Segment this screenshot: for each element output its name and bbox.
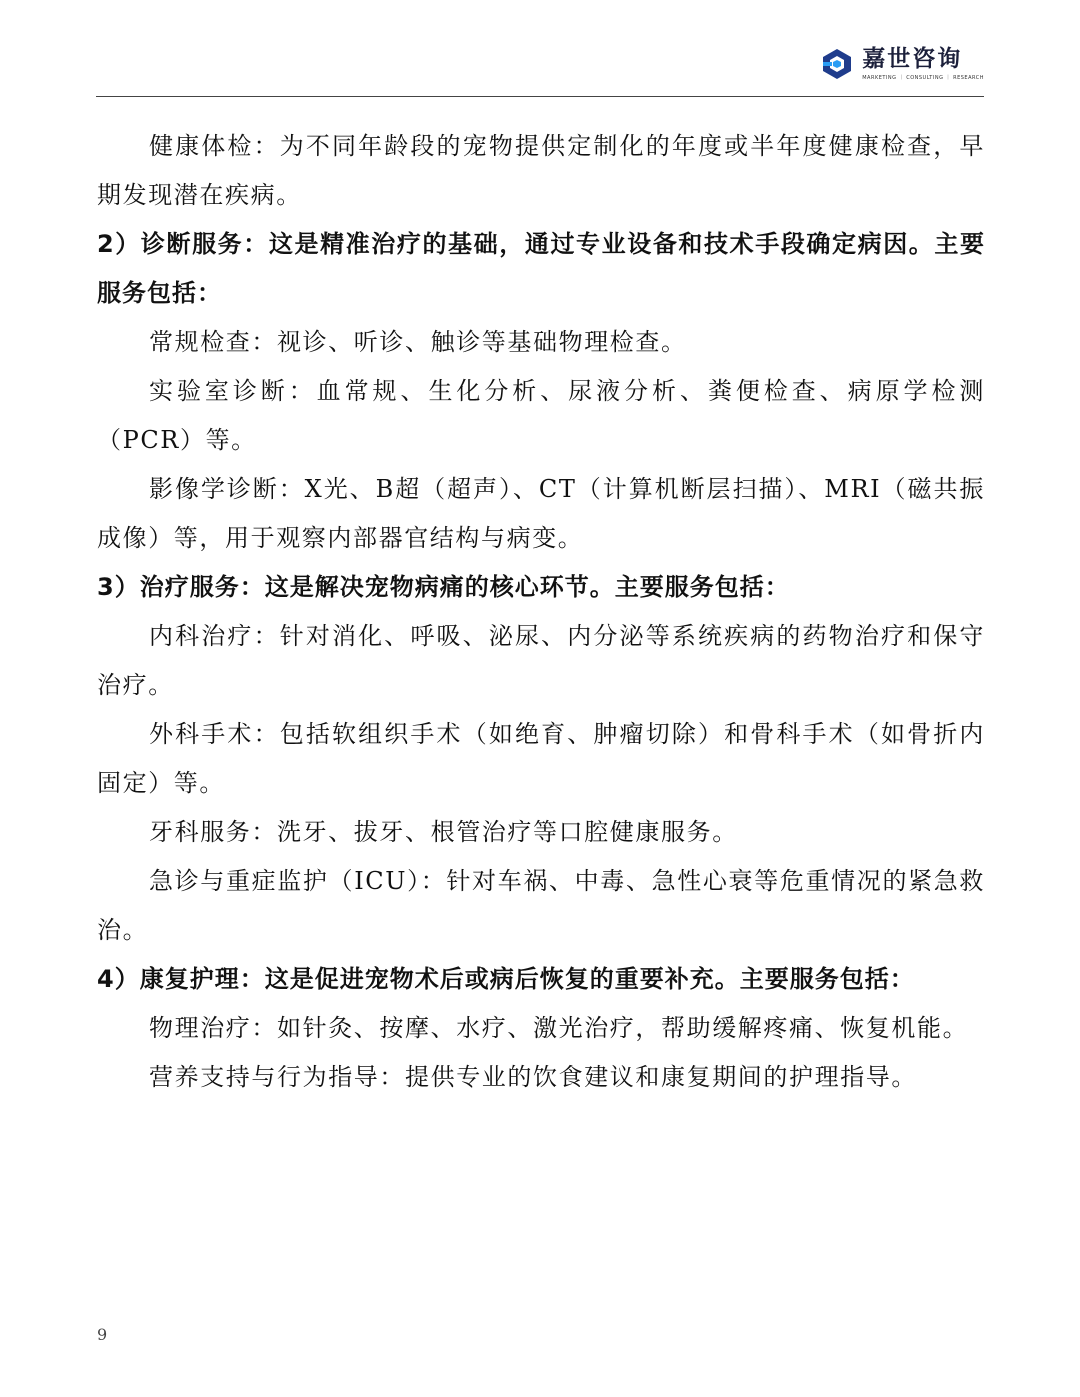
paragraph-dental: 牙科服务：洗牙、拔牙、根管治疗等口腔健康服务。 [149, 818, 738, 846]
paragraph-physical-therapy: 物理治疗：如针灸、按摩、水疗、激光治疗，帮助缓解疼痛、恢复机能。 [149, 1014, 969, 1042]
paragraph-imaging-diagnosis: 影像学诊断：X光、B超（超声）、CT（计算机断层扫描）、MRI（磁共振成像）等，用于观察内部器官结构与病变。 [97, 475, 985, 552]
paragraph-surgery: 外科手术：包括软组织手术（如绝育、肿瘤切除）和骨科手术（如骨折内固定）等。 [97, 720, 985, 797]
heading-treatment-services: 3）治疗服务：这是解决宠物病痛的核心环节。主要服务包括： [97, 573, 790, 601]
page-header [96, 40, 984, 97]
page-number: 9 [97, 1325, 108, 1344]
paragraph-nutrition-behavior: 营养支持与行为指导：提供专业的饮食建议和康复期间的护理指导。 [149, 1063, 917, 1091]
heading-diagnosis-services: 2）诊断服务：这是精准治疗的基础，通过专业设备和技术手段确定病因。主要服务包括： [97, 230, 985, 307]
document-body [97, 122, 985, 1102]
paragraph-routine-exam: 常规检查：视诊、听诊、触诊等基础物理检查。 [149, 328, 687, 356]
logo-tagline: MARKETING ｜ CONSULTING ｜ RESEARCH [862, 75, 984, 81]
paragraph-lab-diagnosis: 实验室诊断：血常规、生化分析、尿液分析、粪便检查、病原学检测（PCR）等。 [97, 377, 985, 454]
logo-name: 嘉世咨询 [862, 46, 963, 72]
paragraph-emergency-icu: 急诊与重症监护（ICU）：针对车祸、中毒、急性心衰等危重情况的紧急救治。 [97, 867, 985, 944]
company-logo [820, 46, 984, 81]
logo-mark-icon [820, 47, 854, 81]
paragraph-internal-medicine: 内科治疗：针对消化、呼吸、泌尿、内分泌等系统疾病的药物治疗和保守治疗。 [97, 622, 985, 699]
heading-rehab-care: 4）康复护理：这是促进宠物术后或病后恢复的重要补充。主要服务包括： [97, 965, 915, 993]
paragraph-health-check: 健康体检：为不同年龄段的宠物提供定制化的年度或半年度健康检查，早期发现潜在疾病。 [97, 132, 985, 209]
